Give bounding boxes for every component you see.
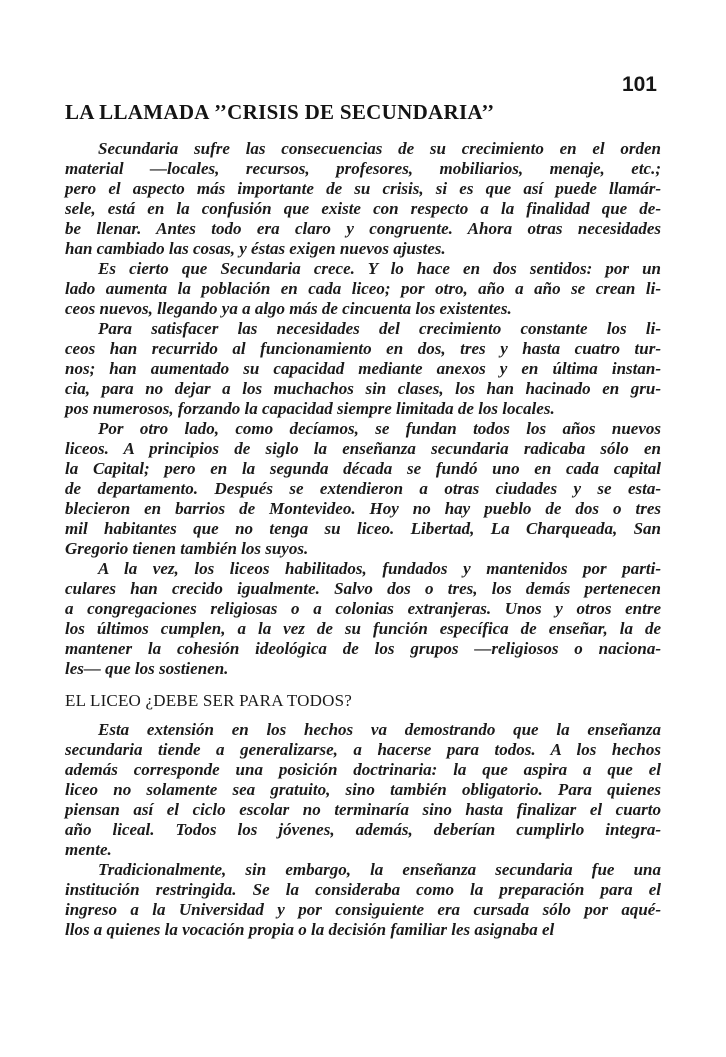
text-line: a congregaciones religiosas o a colonias extranjeras. Unos y otros entre bbox=[65, 599, 661, 618]
paragraph bbox=[65, 319, 661, 419]
paragraph bbox=[65, 720, 661, 860]
text-line: mantener la cohesión ideológica de los grupos —religiosos o naciona- bbox=[65, 639, 661, 658]
text-line: sele, está en la confusión que existe con respecto a la finalidad que de- bbox=[65, 199, 661, 218]
text-line: pos numerosos, forzando la capacidad siempre limitada de los locales. bbox=[65, 399, 555, 418]
text-line: lado aumenta la población en cada liceo; por otro, año a año se crean li- bbox=[65, 279, 661, 298]
text-line: material —locales, recursos, profesores, mobiliarios, menaje, etc.; bbox=[65, 159, 661, 178]
paragraph bbox=[65, 139, 661, 259]
text-line: Esta extensión en los hechos va demostrando que la enseñanza bbox=[98, 720, 661, 739]
paragraph bbox=[65, 259, 661, 319]
text-line: han cambiado las cosas, y éstas exigen nuevos ajustes. bbox=[65, 239, 446, 258]
text-line: la Capital; pero en la segunda década se fundó uno en cada capital bbox=[65, 459, 661, 478]
text-line: Secundaria sufre las consecuencias de su crecimiento en el orden bbox=[98, 139, 661, 158]
text-line: liceos. A principios de siglo la enseñanza secundaria radicaba sólo en bbox=[65, 439, 661, 458]
page-number: 101 bbox=[621, 73, 657, 96]
text-line: además corresponde una posición doctrinaria: la que aspira a que el bbox=[65, 760, 661, 779]
text-line: Gregorio tienen también los suyos. bbox=[65, 539, 309, 558]
text-line: cia, para no dejar a los muchachos sin clases, los han hacinado en gru- bbox=[65, 379, 661, 398]
text-line: liceo no solamente sea gratuito, sino también obligatorio. Para quienes bbox=[65, 780, 661, 799]
document-body bbox=[65, 139, 661, 940]
text-line: los últimos cumplen, a la vez de su función específica de enseñar, la de bbox=[65, 619, 661, 638]
text-line: Para satisfacer las necesidades del crecimiento constante los li- bbox=[98, 319, 661, 338]
text-line: Por otro lado, como decíamos, se fundan todos los años nuevos bbox=[98, 419, 661, 438]
text-column bbox=[65, 0, 661, 940]
text-line: año liceal. Todos los jóvenes, además, deberían cumplirlo integra- bbox=[65, 820, 661, 839]
text-line: de departamento. Después se extendieron a otras ciudades y se esta- bbox=[65, 479, 661, 498]
text-line: secundaria tiende a generalizarse, a hacerse para todos. A los hechos bbox=[65, 740, 661, 759]
text-line: Tradicionalmente, sin embargo, la enseñanza secundaria fue una bbox=[98, 860, 661, 879]
text-line: nos; han aumentado su capacidad mediante anexos y en última instan- bbox=[65, 359, 661, 378]
text-line: be llenar. Antes todo era claro y congruente. Ahora otras necesidades bbox=[65, 219, 661, 238]
text-line: ceos han recurrido al funcionamiento en dos, tres y hasta cuatro tur- bbox=[65, 339, 661, 358]
paragraph bbox=[65, 419, 661, 559]
text-line: institución restringida. Se la consideraba como la preparación para el bbox=[65, 880, 661, 899]
text-line: ingreso a la Universidad y por consiguiente era cursada sólo por aqué- bbox=[65, 900, 661, 919]
text-line: llos a quienes la vocación propia o la decisión familiar les asignaba el bbox=[65, 920, 555, 939]
section-heading: EL LICEO ¿DEBE SER PARA TODOS? bbox=[65, 691, 352, 710]
text-line: mente. bbox=[65, 840, 112, 859]
paragraph bbox=[65, 559, 661, 679]
text-line: Es cierto que Secundaria crece. Y lo hace en dos sentidos: por un bbox=[98, 259, 661, 278]
text-line: culares han crecido igualmente. Salvo dos o tres, los demás pertenecen bbox=[65, 579, 661, 598]
text-line: les— que los sostienen. bbox=[65, 659, 229, 678]
paragraph bbox=[65, 860, 661, 940]
text-line: piensan así el ciclo escolar no terminaría sino hasta finalizar el cuarto bbox=[65, 800, 661, 819]
page-title: LA LLAMADA ’’CRISIS DE SECUNDARIA’’ bbox=[65, 100, 495, 124]
text-line: A la vez, los liceos habilitados, fundados y mantenidos por parti- bbox=[98, 559, 661, 578]
text-line: ceos nuevos, llegando ya a algo más de cincuenta los existentes. bbox=[65, 299, 512, 318]
text-line: mil habitantes que no tenga su liceo. Libertad, La Charqueada, San bbox=[65, 519, 661, 538]
text-line: pero el aspecto más importante de su crisis, si es que así puede llamár- bbox=[65, 179, 661, 198]
text-line: blecieron en barrios de Montevideo. Hoy no hay pueblo de dos o tres bbox=[65, 499, 661, 518]
